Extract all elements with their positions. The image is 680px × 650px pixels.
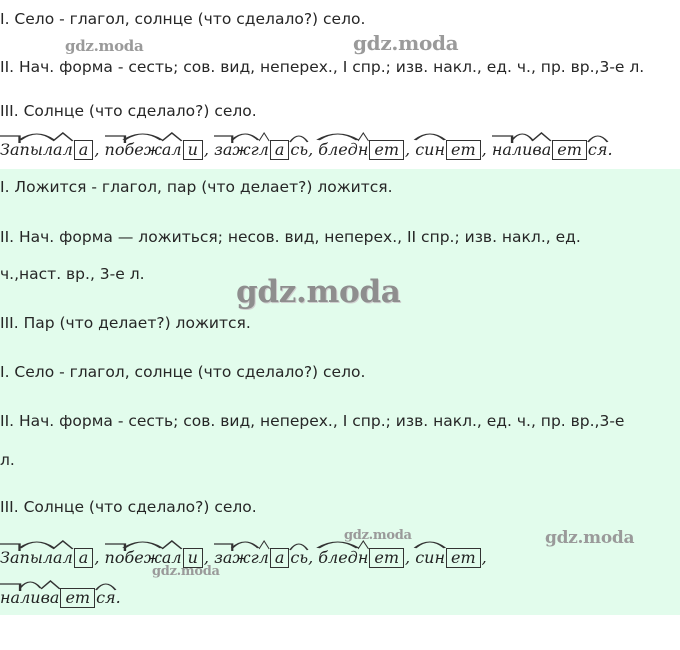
root: ли bbox=[512, 139, 533, 161]
ending: ет bbox=[552, 140, 587, 160]
comma: , bbox=[405, 548, 411, 567]
root-arc bbox=[232, 131, 258, 141]
prefix: на bbox=[0, 587, 20, 609]
root-arc bbox=[318, 131, 358, 141]
prefix: за bbox=[214, 139, 232, 161]
root: беж bbox=[124, 547, 161, 569]
suffix: ва bbox=[41, 587, 60, 609]
ending: и bbox=[183, 548, 203, 568]
text-line: I. Ложится - глагол, пар (что делает?) ложится. bbox=[0, 178, 393, 196]
prefix: по bbox=[105, 139, 125, 161]
root: син bbox=[415, 547, 445, 569]
text-line: I. Село - глагол, солнце (что сделало?) село. bbox=[0, 10, 366, 28]
watermark: gdz.moda bbox=[236, 274, 401, 310]
root-arc bbox=[20, 131, 54, 141]
comma: , bbox=[405, 140, 411, 159]
watermark: gdz.moda bbox=[344, 528, 412, 543]
prefix-mark bbox=[0, 136, 20, 146]
root-arc bbox=[124, 539, 161, 549]
postfix: сь bbox=[290, 139, 308, 161]
prefix-mark bbox=[214, 544, 232, 554]
ending: ет bbox=[446, 548, 481, 568]
ending: а bbox=[74, 140, 94, 160]
root: блед bbox=[318, 547, 358, 569]
root-arc bbox=[20, 539, 54, 549]
ending: а bbox=[74, 548, 94, 568]
comma: , bbox=[308, 140, 314, 159]
text-line: ч.,наст. вр., 3-е л. bbox=[0, 265, 145, 283]
comma: , bbox=[203, 548, 210, 567]
ending: ет bbox=[446, 140, 481, 160]
root-arc bbox=[124, 131, 161, 141]
root-arc bbox=[20, 579, 41, 589]
prefix: за bbox=[214, 547, 232, 569]
ending: ет bbox=[369, 548, 404, 568]
comma: , bbox=[481, 548, 487, 567]
root-arc bbox=[415, 131, 445, 141]
suffix-mark bbox=[162, 541, 182, 551]
root: блед bbox=[318, 139, 358, 161]
root: жг bbox=[232, 547, 258, 569]
root: жг bbox=[232, 139, 258, 161]
comma: , bbox=[203, 140, 210, 159]
suffix-mark bbox=[53, 133, 73, 143]
suffix: н bbox=[358, 139, 369, 161]
period: . bbox=[115, 588, 121, 607]
suffix: ва bbox=[532, 139, 551, 161]
ending: ет bbox=[369, 140, 404, 160]
text-line: III. Пар (что делает?) ложится. bbox=[0, 314, 251, 332]
postfix: ся bbox=[588, 139, 608, 161]
morpheme-analysis bbox=[0, 547, 487, 569]
text-line: л. bbox=[0, 451, 15, 469]
postfix: сь bbox=[290, 547, 308, 569]
watermark: gdz.moda bbox=[545, 528, 635, 548]
prefix: За bbox=[0, 139, 20, 161]
prefix-mark bbox=[105, 136, 125, 146]
prefix: на bbox=[492, 139, 512, 161]
suffix: ал bbox=[53, 547, 73, 569]
root: ли bbox=[20, 587, 41, 609]
text-line: III. Солнце (что сделало?) село. bbox=[0, 102, 257, 120]
suffix-mark bbox=[358, 541, 369, 551]
root: пыл bbox=[20, 139, 54, 161]
prefix: по bbox=[105, 547, 125, 569]
ending: а bbox=[270, 548, 290, 568]
prefix-mark bbox=[105, 544, 125, 554]
postfix-arc bbox=[290, 541, 308, 551]
postfix: ся bbox=[96, 587, 116, 609]
watermark: gdz.moda bbox=[152, 564, 220, 579]
prefix-mark bbox=[0, 544, 20, 554]
suffix: ал bbox=[162, 547, 182, 569]
suffix-mark bbox=[41, 581, 60, 591]
prefix-mark bbox=[492, 136, 512, 146]
ending: а bbox=[270, 140, 290, 160]
watermark: gdz.moda bbox=[65, 37, 144, 55]
comma: , bbox=[94, 548, 100, 567]
postfix-arc bbox=[588, 133, 608, 143]
suffix-mark bbox=[358, 133, 369, 143]
suffix-mark bbox=[259, 133, 269, 143]
period: . bbox=[607, 140, 613, 159]
comma: , bbox=[308, 548, 314, 567]
text-line: II. Нач. форма - сесть; сов. вид, неперех., I спр.; изв. накл., ед. ч., пр. вр.,3-е bbox=[0, 412, 625, 430]
prefix-mark bbox=[0, 584, 20, 594]
comma: , bbox=[481, 140, 487, 159]
comma: , bbox=[94, 140, 100, 159]
postfix-arc bbox=[96, 581, 116, 591]
root-arc bbox=[232, 539, 258, 549]
root: пыл bbox=[20, 547, 54, 569]
suffix-mark bbox=[53, 541, 73, 551]
suffix: н bbox=[358, 547, 369, 569]
ending: и bbox=[183, 140, 203, 160]
ending: ет bbox=[60, 588, 95, 608]
root-arc bbox=[318, 539, 358, 549]
suffix: ал bbox=[162, 139, 182, 161]
root-arc bbox=[415, 539, 445, 549]
text-line: I. Село - глагол, солнце (что сделало?) село. bbox=[0, 363, 366, 381]
root-arc bbox=[512, 131, 533, 141]
root: беж bbox=[124, 139, 161, 161]
suffix-mark bbox=[162, 133, 182, 143]
postfix-arc bbox=[290, 133, 308, 143]
morpheme-analysis bbox=[0, 139, 613, 161]
suffix-mark bbox=[259, 541, 269, 551]
watermark: gdz.moda bbox=[353, 31, 459, 55]
text-line: II. Нач. форма — ложиться; несов. вид, неперех., II спр.; изв. накл., ед. bbox=[0, 228, 581, 246]
suffix: л bbox=[259, 547, 269, 569]
suffix: л bbox=[259, 139, 269, 161]
suffix: ал bbox=[53, 139, 73, 161]
text-line: II. Нач. форма - сесть; сов. вид, неперех., I спр.; изв. накл., ед. ч., пр. вр.,3-е л. bbox=[0, 58, 645, 76]
root: син bbox=[415, 139, 445, 161]
prefix-mark bbox=[214, 136, 232, 146]
suffix-mark bbox=[532, 133, 551, 143]
text-line: III. Солнце (что сделало?) село. bbox=[0, 498, 257, 516]
prefix: За bbox=[0, 547, 20, 569]
morpheme-analysis-continued bbox=[0, 587, 121, 609]
